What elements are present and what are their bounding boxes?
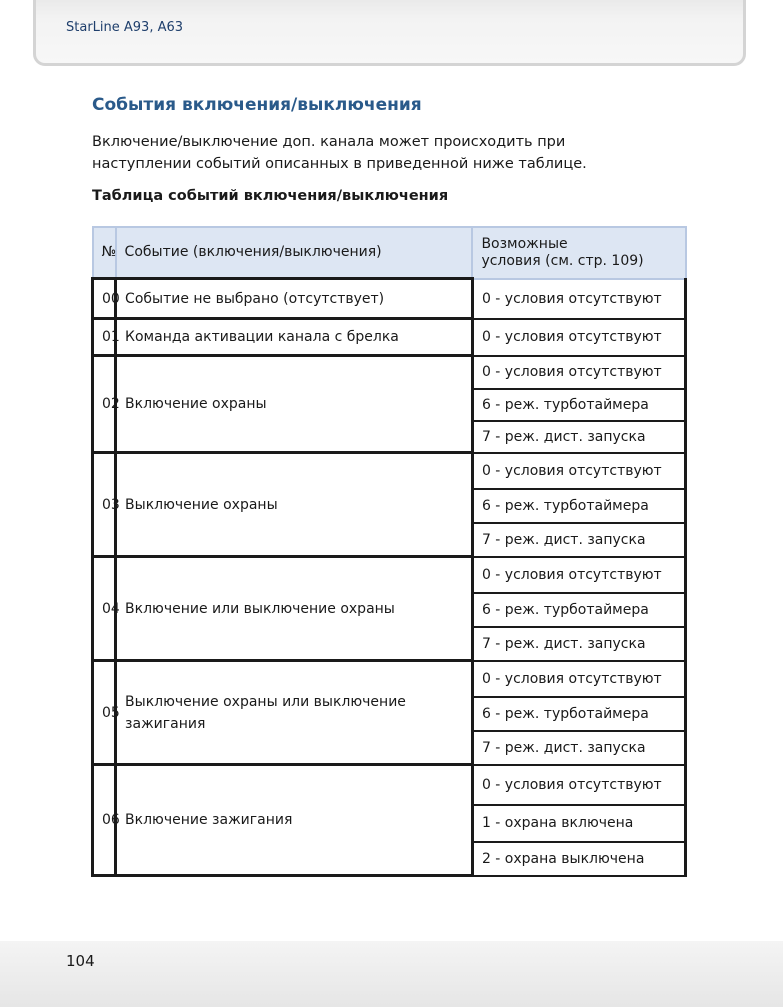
table-row <box>93 356 686 389</box>
intro-line: Включение/выключение доп. канала может происходить при <box>92 134 566 150</box>
row-condition: 0 - условия отсутствуют <box>472 453 685 489</box>
row-condition: 6 - реж. турботаймера <box>472 593 685 627</box>
section-title: События включения/выключения <box>92 95 422 115</box>
row-condition: 7 - реж. дист. запуска <box>472 421 685 453</box>
row-condition: 0 - условия отсутствуют <box>472 319 685 356</box>
table-row <box>93 661 686 697</box>
header-event: Событие (включения/выключения) <box>116 227 473 279</box>
table-row <box>93 319 686 356</box>
row-number: 00 <box>93 279 116 319</box>
row-event-line: Выключение охраны или выключение <box>125 693 406 710</box>
table-caption: Таблица событий включения/выключения <box>92 188 449 204</box>
row-condition: 0 - условия отсутствуют <box>472 279 685 319</box>
row-condition: 6 - реж. турботаймера <box>472 489 685 523</box>
header-conditions-line: Возможные <box>481 235 568 252</box>
page-number: 104 <box>66 952 95 970</box>
row-number: 05 <box>93 661 116 765</box>
row-event: Включение или выключение охраны <box>116 557 473 661</box>
table-row <box>93 279 686 319</box>
header-num: № <box>93 227 116 279</box>
row-number: 02 <box>93 356 116 453</box>
row-condition: 0 - условия отсутствуют <box>472 356 685 389</box>
row-condition: 7 - реж. дист. запуска <box>472 627 685 661</box>
header-conditions <box>472 227 685 279</box>
row-condition: 0 - условия отсутствуют <box>472 557 685 593</box>
footer-bar <box>0 941 783 1007</box>
row-condition: 7 - реж. дист. запуска <box>472 731 685 765</box>
row-condition: 1 - охрана включена <box>472 805 685 842</box>
row-condition: 6 - реж. турботаймера <box>472 697 685 731</box>
row-event: Команда активации канала с брелка <box>116 319 473 356</box>
table-row <box>93 557 686 593</box>
row-number: 03 <box>93 453 116 557</box>
table-row <box>93 453 686 489</box>
row-event: Событие не выбрано (отсутствует) <box>116 279 473 319</box>
row-number: 04 <box>93 557 116 661</box>
intro-line: наступлении событий описанных в приведенной ниже таблице. <box>92 156 587 172</box>
table-row <box>93 765 686 805</box>
row-event <box>116 661 473 765</box>
table-header-row <box>93 227 686 279</box>
row-event: Включение зажигания <box>116 765 473 876</box>
document-header-title: StarLine A93, A63 <box>66 20 184 35</box>
row-event-line: зажигания <box>125 715 206 732</box>
row-condition: 7 - реж. дист. запуска <box>472 523 685 557</box>
row-event: Включение охраны <box>116 356 473 453</box>
row-condition: 6 - реж. турботаймера <box>472 389 685 421</box>
row-number: 01 <box>93 319 116 356</box>
row-condition: 0 - условия отсутствуют <box>472 765 685 805</box>
intro-paragraph <box>92 131 692 175</box>
row-condition: 0 - условия отсутствуют <box>472 661 685 697</box>
row-number: 06 <box>93 765 116 876</box>
header-conditions-line: условия (см. стр. 109) <box>481 252 644 269</box>
row-condition: 2 - охрана выключена <box>472 842 685 876</box>
events-table <box>91 226 687 877</box>
row-event: Выключение охраны <box>116 453 473 557</box>
